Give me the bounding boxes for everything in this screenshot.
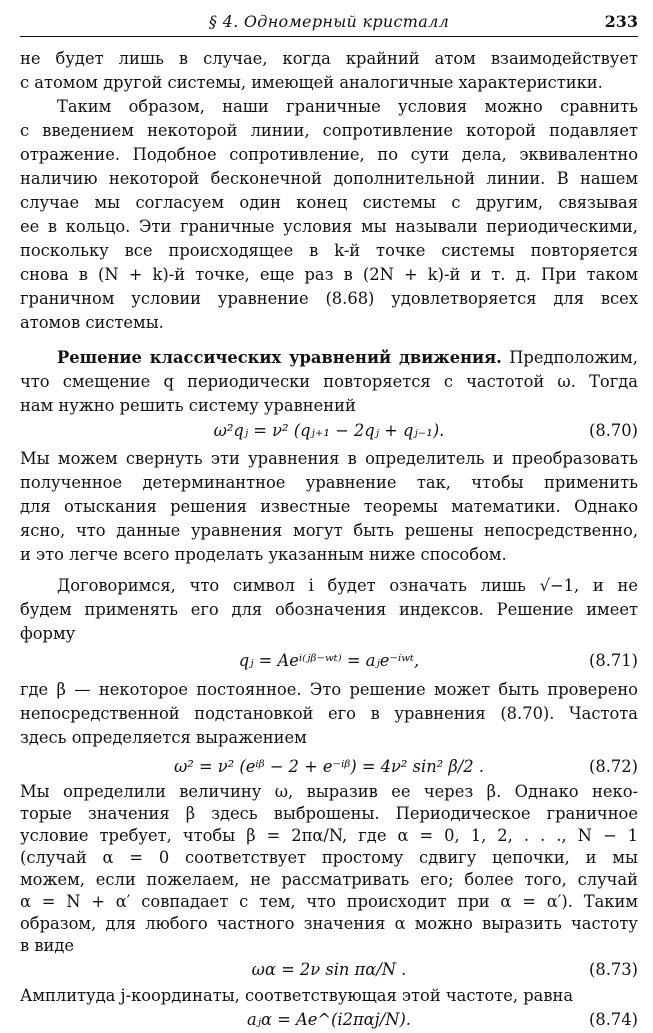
- text-line: α = N + α′ совпадает с тем, что происходит при α = α′). Таким: [20, 892, 638, 911]
- equation-8-73: [20, 957, 638, 983]
- text-line: и это легче всего проделать указанным ниже способом.: [20, 545, 507, 564]
- equation-formula: aⱼα = Ae^(i2παj/N).: [247, 1010, 411, 1029]
- text-line: поскольку все происходящее в k-й точке системы повторяется: [20, 241, 638, 260]
- text-line: будем применять его для обозначения индексов. Решение имеет: [20, 600, 638, 619]
- text-line: снова в (N + k)-й точке, еще раз в (2N + k)-й и т. д. При таком: [20, 265, 638, 284]
- equation-formula: ω²qⱼ = ν² (qⱼ₊₁ − 2qⱼ + qⱼ₋₁).: [213, 421, 445, 440]
- text-line: ее в кольцо. Эти граничные условия мы называли периодическими,: [20, 217, 638, 236]
- text-line: для отыскания решения известные теоремы математики. Однако: [20, 497, 638, 516]
- text-line: случае мы согласуем один конец системы с другим, связывая: [20, 193, 638, 212]
- equation-number: (8.74): [589, 1010, 638, 1029]
- text-line: (случай α = 0 соответствует простому сдвигу цепочки, и мы: [20, 848, 638, 867]
- text-line: Амплитуда j-координаты, соответствующая этой частоте, равна: [20, 986, 574, 1005]
- equation-formula: ωα = 2ν sin πα/N .: [251, 960, 407, 979]
- text-line: [57, 346, 638, 370]
- text-line: Таким образом, наши граничные условия можно сравнить: [57, 97, 638, 116]
- heading-continuation: Предположим,: [501, 348, 638, 367]
- equation-number: (8.71): [589, 651, 638, 670]
- equation-8-72: [20, 754, 638, 780]
- text-line: где β — некоторое постоянное. Это решение может быть проверено: [20, 680, 638, 699]
- equation-8-70: [20, 418, 638, 444]
- text-line: здесь определяется выражением: [20, 728, 307, 747]
- text-line: в виде: [20, 936, 75, 955]
- equation-formula: qⱼ = Aeⁱ⁽ʲᵝ⁻ʷᵗ⁾ = aⱼe⁻ⁱʷᵗ,: [238, 651, 420, 670]
- equation-formula: ω² = ν² (eⁱᵝ − 2 + e⁻ⁱᵝ) = 4ν² sin² β/2 .: [173, 757, 484, 776]
- text-line: полученное детерминантное уравнение так, чтобы применить: [20, 473, 638, 492]
- text-line: Договоримся, что символ i будет означать лишь √−1, и не: [57, 576, 638, 595]
- text-line: не будет лишь в случае, когда крайний атом взаимодействует: [20, 49, 638, 68]
- text-line: атомов системы.: [20, 313, 164, 332]
- text-line: торые значения β здесь выброшены. Периодическое граничное: [20, 804, 638, 823]
- text-line: условие требует, чтобы β = 2πα/N, где α = 0, 1, 2, . . ., N − 1: [20, 826, 638, 845]
- text-line: ясно, что данные уравнения могут быть решены непосредственно,: [20, 521, 638, 540]
- text-line: Мы определили величину ω, выразив ее через β. Однако неко-: [20, 782, 638, 801]
- text-line: Мы можем свернуть эти уравнения в определитель и преобразовать: [20, 449, 638, 468]
- section-heading: Решение классических уравнений движения.: [57, 348, 502, 367]
- equation-8-74: [20, 1007, 638, 1033]
- text-line: с атомом другой системы, имеющей аналогичные характеристики.: [20, 73, 603, 92]
- text-line: нам нужно решить систему уравнений: [20, 396, 356, 415]
- text-line: отражение. Подобное сопротивление, по сути дела, эквивалентно: [20, 145, 638, 164]
- section-title: § 4. Одномерный кристалл: [208, 12, 450, 31]
- text-line: форму: [20, 624, 76, 643]
- text-line: непосредственной подстановкой его в уравнения (8.70). Частота: [20, 704, 638, 723]
- equation-8-71: [20, 648, 638, 674]
- running-header: [20, 10, 638, 37]
- equation-number: (8.73): [589, 960, 638, 979]
- page-number: 233: [604, 12, 638, 31]
- text-line: наличию некоторой бесконечной дополнительной линии. В нашем: [20, 169, 638, 188]
- text-line: с введением некоторой линии, сопротивление которой подавляет: [20, 121, 638, 140]
- equation-number: (8.72): [589, 757, 638, 776]
- text-line: граничном условии уравнение (8.68) удовлетворяется для всех: [20, 289, 638, 308]
- text-line: образом, для любого частного значения α можно выразить частоту: [20, 914, 638, 933]
- text-line: можем, если пожелаем, не рассматривать его; более того, случай: [20, 870, 638, 889]
- equation-number: (8.70): [589, 421, 638, 440]
- text-line: что смещение q периодически повторяется с частотой ω. Тогда: [20, 372, 638, 391]
